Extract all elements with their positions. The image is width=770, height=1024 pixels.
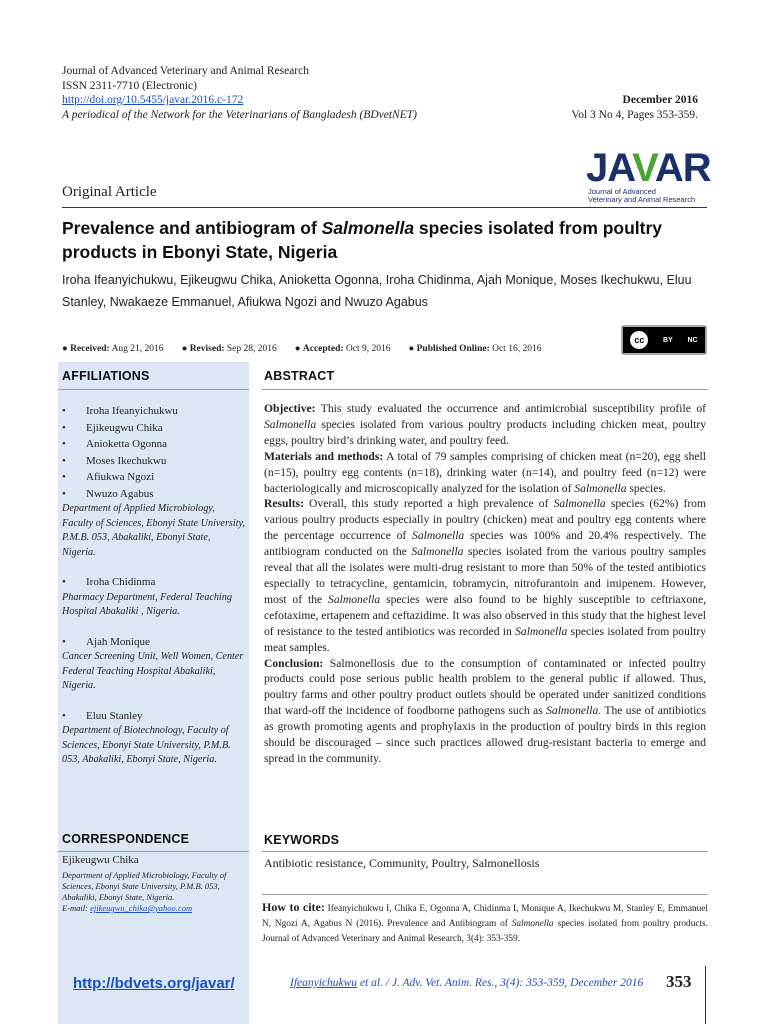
received-date: ● Received: Aug 21, 2016: [62, 344, 164, 354]
issue-date: December 2016: [622, 94, 698, 106]
doi-link[interactable]: http://doi.org/10.5455/javar.2016.c-172: [62, 94, 244, 106]
abstract-divider: [262, 389, 708, 390]
affiliation-name: • Ajah Monique: [62, 634, 246, 651]
javar-logo: [586, 146, 711, 204]
affiliation-name: • Eluu Stanley: [62, 708, 246, 725]
abstract-conclusion: Conclusion: Salmonellosis due to the consumption of contaminated or infected poultry products could pose serious public health problem to the general public if allowed. Thus, poultry farms and other poultry product outlets should be operated under sanitized conditions that ward-off the incidence of foodborne pathogens such as Salmonella. The use of antibiotics as growth promoting agents and prophylaxis in the production of poultry birds in this region should be discouraged – since such practices allowed drug-resistant bacteria to emerge and spread in the community.: [264, 656, 706, 765]
affiliation-name: • Nwuzo Agabus: [62, 486, 246, 503]
affiliation-dept: Pharmacy Department, Federal Teaching Hospital Abakaliki , Nigeria.: [62, 591, 232, 617]
logo-subtitle-1: Journal of Advanced: [588, 187, 656, 196]
affiliation-name: • Ejikeugwu Chika: [62, 420, 246, 437]
how-to-cite: How to cite: Ifeanyichukwu I, Chika E, Ogonna A, Chidinma I, Monique A, Ikechukwu M, Stanley E, Emmanuel N, Ngozi A, Agabus N (2016). Prevalence and Antibiogram of Salmonella species isolated from poultry products. Journal of Advanced Veterinary and Animal Research, 3(4): 353-359.: [262, 900, 709, 944]
published-date: ● Published Online: Oct 16, 2016: [408, 344, 542, 354]
affiliation-name: • Anioketta Ogonna: [62, 436, 246, 453]
correspondence-heading: CORRESPONDENCE: [62, 832, 190, 846]
article-title: Prevalence and antibiogram of Salmonella species isolated from poultry products in Ebonyi State, Nigeria: [62, 218, 663, 262]
affiliations-list: [62, 403, 246, 782]
by-label: BY: [663, 336, 673, 344]
abstract-results: Results: Overall, this study reported a high prevalence of Salmonella species (62%) from various poultry products especially in poultry (chicken) meat and poultry egg contents where the percentage occurrence of Salmonella species was 100% and 20.4% respectively. The antibiogram conducted on the Salmonella species isolated from the various poultry samples reveal that all the isolates were multi-drug resistant to more than 50% of the tested antibiotics especially to tetracycline, gentamicin, tobramycin, nitrofurantoin and imipenem. However, most of the Salmonella species were also found to be highly susceptible to ceftriaxone, cefotaxime, ertapenem and ceftazidime. It was also observed in this study that the highest level of resistance to the tested antibiotics was recorded in Salmonella species isolated from poultry meat samples.: [264, 497, 707, 654]
article-type: Original Article: [62, 184, 157, 200]
affiliation-name: • Iroha Chidinma: [62, 574, 246, 591]
keywords-heading: KEYWORDS: [264, 833, 340, 847]
accepted-date: ● Accepted: Oct 9, 2016: [294, 344, 391, 354]
journal-name: Journal of Advanced Veterinary and Animal Research: [62, 65, 309, 77]
footer-citation: Ifeanyichukwu et al. / J. Adv. Vet. Anim. Res., 3(4): 353-359, December 2016: [290, 977, 644, 989]
issue-info: [571, 93, 698, 122]
keywords-divider: [262, 851, 708, 852]
journal-tagline: A periodical of the Network for the Veterinarians of Bangladesh (BDvetNET): [62, 108, 417, 121]
journal-issn: ISSN 2311-7710 (Electronic): [62, 79, 197, 92]
abstract-heading: ABSTRACT: [264, 369, 335, 383]
affiliation-dept: Department of Biotechnology, Faculty of Sciences, Ebonyi State University, P.M.B. 053, Abakaliki, Ebonyi State, Nigeria.: [62, 725, 231, 765]
affiliation-name: • Moses Ikechukwu: [62, 453, 246, 470]
logo-wordmark: JAVAR: [586, 146, 711, 190]
article-dates: [62, 344, 602, 354]
journal-site-link[interactable]: http://bdvets.org/javar/: [73, 975, 235, 992]
abstract-methods: Materials and methods: A total of 79 samples comprising of chicken meat (n=20), egg shell (n=15), poultry egg contents (n=18), drinking water (n=14), and poultry feed (n=12) were bacteriologically and microscopically analyzed for the isolation of Salmonella species.: [264, 449, 706, 495]
cc-icon: cc: [630, 331, 648, 349]
correspondence-email[interactable]: ejikeugwu_chika@yahoo.com: [90, 903, 193, 913]
page-number-bar: [705, 966, 706, 1024]
cc-license-icon[interactable]: [621, 325, 707, 355]
affiliation-dept: Department of Applied Microbiology, Faculty of Sciences, Ebonyi State University, P.M.B. 053, Abakaliki, Ebonyi State, Nigeria.: [62, 503, 246, 558]
header-divider: [62, 207, 707, 208]
abstract-body: [264, 401, 706, 767]
journal-header: [62, 64, 462, 122]
author-list: Iroha Ifeanyichukwu, Ejikeugwu Chika, Anioketta Ogonna, Iroha Chidinma, Ajah Monique, Moses Ikechukwu, Eluu Stanley, Nwakaeze Emmanuel, Afiukwa Ngozi and Nwuzo Agabus: [62, 273, 692, 309]
affiliation-name: • Iroha Ifeanyichukwu: [62, 403, 246, 420]
abstract-objective: Objective: This study evaluated the occurrence and antimicrobial susceptibility profile of Salmonella species isolated from various poultry products including chicken meat, poultry eggs, poultry bird’s drinking water, and poultry feed.: [264, 402, 706, 447]
nc-label: NC: [687, 336, 698, 344]
citation-divider: [262, 894, 708, 895]
affiliation-dept: Cancer Screening Unit, Well Women, Center Federal Teaching Hospital Abakaliki, Nigeria.: [62, 651, 244, 691]
correspondence-name: Ejikeugwu Chika: [62, 854, 139, 866]
affiliation-name: • Afiukwa Ngozi: [62, 469, 246, 486]
issue-volume: Vol 3 No 4, Pages 353-359.: [571, 108, 698, 121]
correspondence-block: [62, 853, 246, 914]
affiliations-divider: [58, 389, 249, 390]
correspondence-dept: Department of Applied Microbiology, Faculty of Sciences, Ebonyi State University, P.M.B. 053, Abakaliki, Ebonyi State, Nigeria. E-mail: ejikeugwu_chika@yahoo.com: [62, 870, 227, 913]
affiliations-heading: AFFILIATIONS: [62, 369, 150, 383]
logo-subtitle-2: Veterinary and Animal Research: [588, 195, 696, 204]
revised-date: ● Revised: Sep 28, 2016: [181, 344, 277, 354]
correspondence-divider: [58, 851, 249, 852]
keywords-text: Antibiotic resistance, Community, Poultry, Salmonellosis: [264, 856, 540, 870]
page-number: 353: [666, 972, 692, 991]
